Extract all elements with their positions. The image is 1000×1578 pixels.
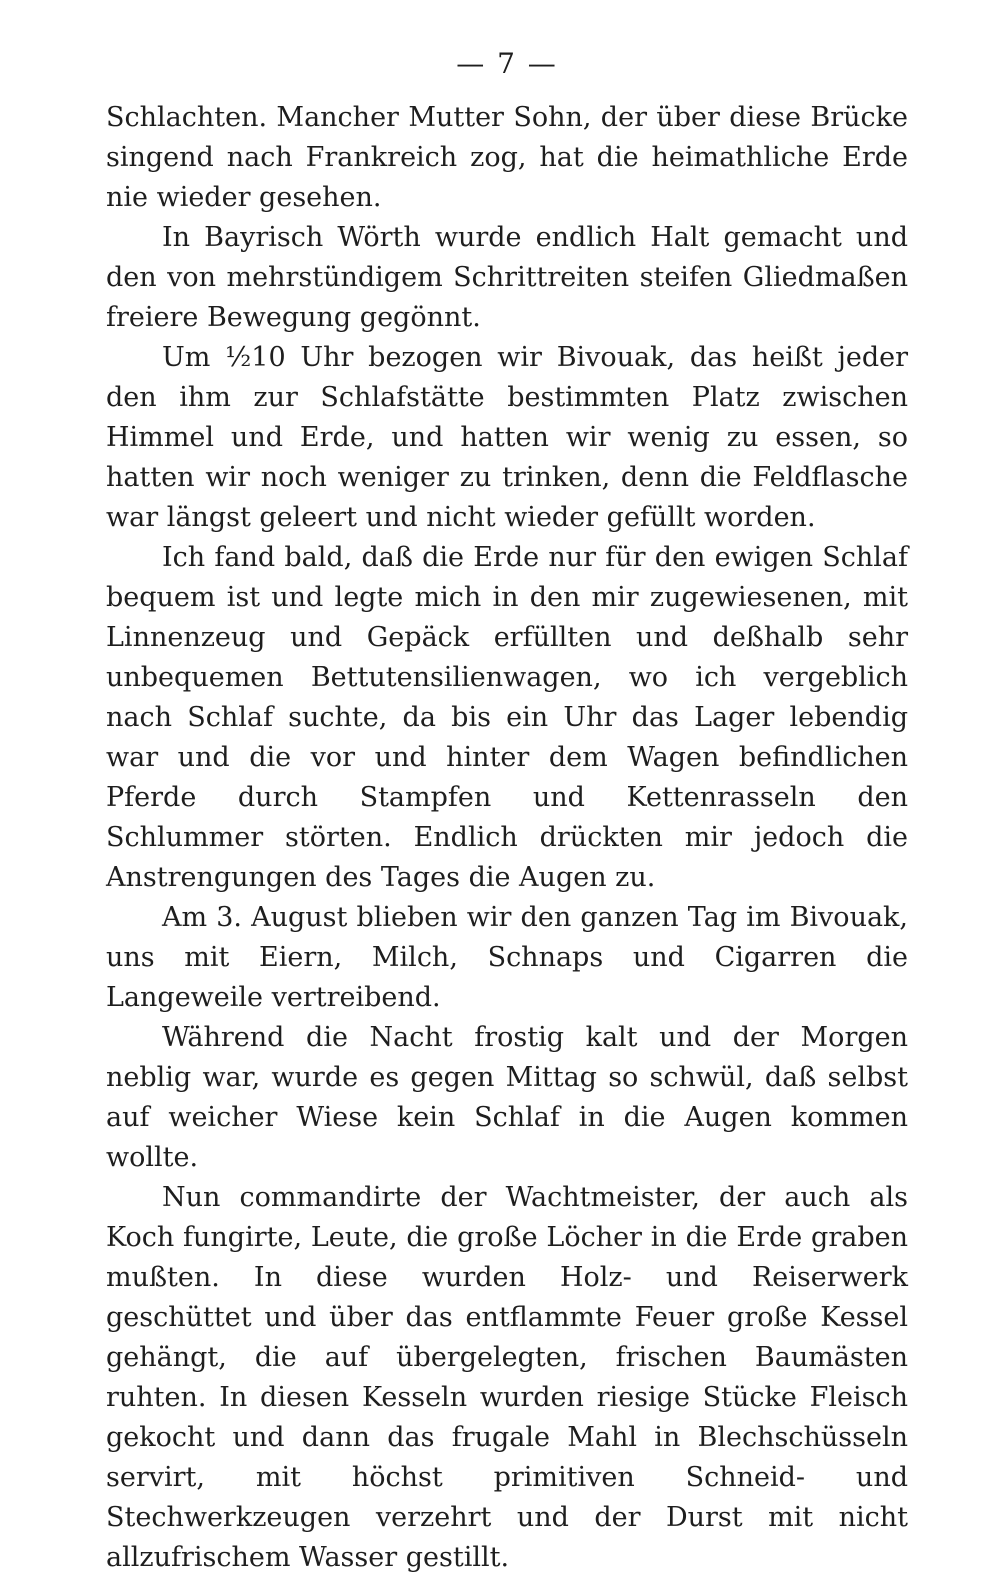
paragraph-5: Am 3. August blieben wir den ganzen Tag im Bivouak, uns mit Eiern, Milch, Schnaps und Cigarren die Langeweile vertreibend.	[106, 902, 908, 1013]
paragraph-7: Nun commandirte der Wachtmeister, der auch als Koch fungirte, Leute, die große Löcher in die Erde graben mußten. In diese wurden Holz- und Reiserwerk geschüttet und über das entflammte Feuer große Kessel gehängt, die auf übergelegten, frischen Baumästen ruhten. In diesen Kesseln wurden riesige Stücke Fleisch gekocht und dann das frugale Mahl in Blechschüsseln servirt, mit höchst primitiven Schneid- und Stechwerkzeugen verzehrt und der Durst mit nicht allzufrischem Wasser gestillt.	[106, 1182, 908, 1573]
paragraph-2: In Bayrisch Wörth wurde endlich Halt gemacht und den von mehrstündigem Schrittreiten steifen Gliedmaßen freiere Bewegung gegönnt.	[106, 222, 908, 333]
paragraph-6: Während die Nacht frostig kalt und der Morgen neblig war, wurde es gegen Mittag so schwül, daß selbst auf weicher Wiese kein Schlaf in die Augen kommen wollte.	[106, 1022, 908, 1173]
paragraph-3: Um ½10 Uhr bezogen wir Bivouak, das heißt jeder den ihm zur Schlafstätte bestimmten Platz zwischen Himmel und Erde, und hatten wir wenig zu essen, so hatten wir noch weniger zu trinken, denn die Feldflasche war längst geleert und nicht wieder gefüllt worden.	[106, 342, 908, 533]
paragraph-1: Schlachten. Mancher Mutter Sohn, der über diese Brücke singend nach Frankreich zog, hat die heimathliche Erde nie wieder gesehen.	[106, 102, 908, 213]
page-number: — 7 —	[456, 47, 558, 80]
paragraph-4: Ich fand bald, daß die Erde nur für den ewigen Schlaf bequem ist und legte mich in den mir zugewiesenen, mit Linnenzeug und Gepäck erfüllten und deßhalb sehr unbequemen Bettutensilienwagen, wo ich vergeblich nach Schlaf suchte, da bis ein Uhr das Lager lebendig war und die vor und hinter dem Wagen befindlichen Pferde durch Stampfen und Kettenrasseln den Schlummer störten. Endlich drückten mir jedoch die Anstrengungen des Tages die Augen zu.	[106, 542, 908, 893]
body-text	[106, 98, 908, 1578]
